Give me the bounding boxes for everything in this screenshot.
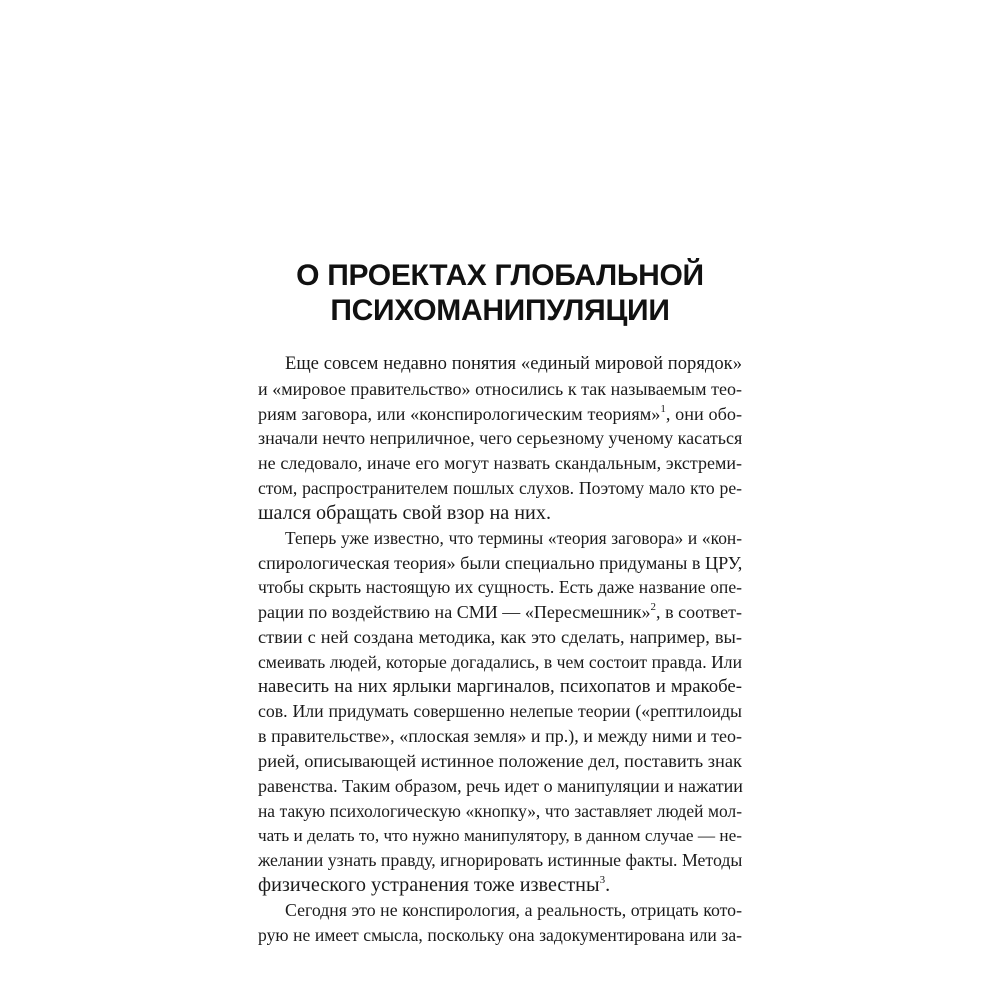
body-text-line: Еще совсем недавно понятия «единый мировой порядок» — [285, 353, 742, 374]
body-text-line: сов. Или придумать совершенно нелепые теории («рептилоиды — [258, 701, 742, 721]
chapter-title-line-1: О ПРОЕКТАХ ГЛОБАЛЬНОЙ — [296, 259, 704, 292]
body-text-line: желании узнать правду, игнорировать истинные факты. Методы — [258, 850, 743, 870]
footnote-marker[interactable]: 1 — [660, 403, 666, 415]
body-text-line: шался обращать свой взор на них. — [258, 502, 552, 524]
body-text-line: рией, описывающей истинное положение дел, поставить знак — [258, 751, 742, 771]
body-text-line: риям заговора, или «конспирологическим теориям»$^1$, они обо- — [258, 403, 742, 424]
body-text-line: ствии с ней создана методика, как это сделать, например, вы- — [258, 627, 742, 647]
body-text-line: и «мировое правительство» относились к так называемым тео- — [258, 379, 742, 399]
body-text-line: равенства. Таким образом, речь идет о манипуляции и нажатии — [258, 776, 743, 796]
footnote-marker[interactable]: 3 — [599, 874, 606, 886]
body-text-line: Теперь уже известно, что термины «теория заговора» и «кон- — [285, 528, 742, 548]
body-text-line: чать и делать то, что нужно манипулятору, в данном случае — не- — [258, 826, 742, 845]
body-text-line: рую не имеет смысла, поскольку она задокументирована или за- — [258, 925, 742, 945]
body-text-line: физического устранения тоже известны$^3$. — [258, 874, 611, 896]
body-text-line: смеивать людей, которые догадались, в чем состоит правда. Или — [258, 652, 742, 672]
body-text-line: рации по воздействию на СМИ — «Пересмешник»$^2$, в соответ- — [258, 601, 742, 622]
body-text-line: стом, распространителем пошлых слухов. Поэтому мало кто ре- — [258, 478, 742, 498]
body-text-line: навесить на них ярлыки маргиналов, психопатов и мракобе- — [258, 676, 742, 697]
body-text-line: Сегодня это не конспирология, а реальность, отрицать кото- — [285, 900, 742, 920]
body-text-line: в правительстве», «плоская земля» и пр.), и между ними и тео- — [258, 726, 742, 746]
footnote-marker[interactable]: 2 — [650, 601, 657, 613]
body-text-line: значали нечто неприличное, чего серьезному ученому касаться — [258, 428, 743, 448]
body-text-line: спирологическая теория» были специально придуманы в ЦРУ, — [258, 553, 743, 573]
body-text-line: не следовало, иначе его могут назвать скандальным, экстреми- — [258, 453, 742, 473]
chapter-title-line-2: ПСИХОМАНИПУЛЯЦИИ — [330, 294, 670, 327]
body-text-line: на такую психологическую «кнопку», что заставляет людей мол- — [258, 801, 742, 821]
body-text-line: чтобы скрыть настоящую их сущность. Есть даже название опе- — [258, 577, 742, 597]
